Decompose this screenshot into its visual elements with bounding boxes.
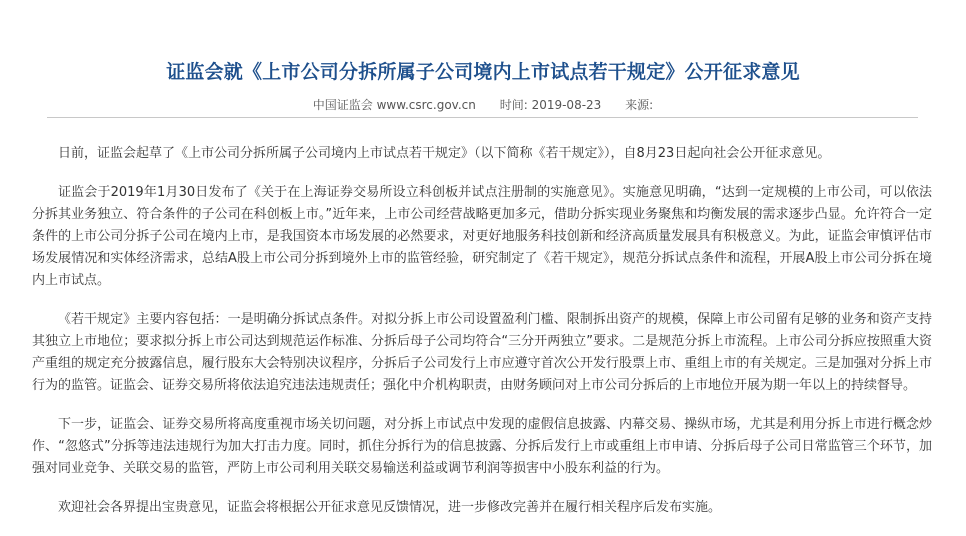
meta-time-label: 时间: [499,98,528,112]
article-paragraph: 下一步，证监会、证券交易所将高度重视市场关切问题，对分拆上市试点中发现的虚假信息披露、内幕交易、操纵市场，尤其是利用分拆上市进行概念炒作、“忽悠式”分拆等违法违规行为加大打击力度。同时，抓住分拆行为的信息披露、分拆后发行上市或重组上市申请、分拆后母子公司日常监管三个环节，加强对同业竞争、关联交易的监管，严防上市公司利用关联交易输送利益或调节利润等损害中小股东利益的行为。 [32,417,932,476]
article-paragraph: 欢迎社会各界提出宝贵意见，证监会将根据公开征求意见反馈情况，进一步修改完善并在履行相关程序后发布实施。 [58,500,722,515]
article-paragraph: 《若干规定》主要内容包括：一是明确分拆试点条件。对拟分拆上市公司设置盈利门槛、限制拆出资产的规模，保障上市公司留有足够的业务和资产支持其独立上市地位；要求拟分拆上市公司达到规范运作标准、分拆后母子公司均符合“三分开两独立”要求。二是规范分拆上市流程。上市公司分拆应按照重大资产重组的规定充分披露信息，履行股东大会特别决议程序，分拆后子公司发行上市应遵守首次公开发行股票上市、重组上市的有关规定。三是加强对分拆上市行为的监管。证监会、证券交易所将依法追究违法违规责任；强化中介机构职责，由财务顾问对上市公司分拆后的上市地位开展为期一年以上的持续督导。 [32,312,932,393]
meta-origin-label: 来源: [625,98,654,112]
article-paragraph: 日前，证监会起草了《上市公司分拆所属子公司境内上市试点若干规定》（以下简称《若干规定》），自8月23日起向社会公开征求意见。 [58,146,831,161]
article-title: 证监会就《上市公司分拆所属子公司境内上市试点若干规定》公开征求意见 [166,60,800,83]
article-body [32,143,932,536]
meta-source: 中国证监会 www.csrc.gov.cn [312,98,476,112]
title-divider [47,117,918,118]
article-meta [0,96,966,113]
meta-time-value: 2019-08-23 [531,98,602,112]
article-paragraph: 证监会于2019年1月30日发布了《关于在上海证券交易所设立科创板并试点注册制的实施意见》。实施意见明确，“达到一定规模的上市公司，可以依法分拆其业务独立、符合条件的子公司在科创板上市。”近年来，上市公司经营战略更加多元，借助分拆实现业务聚焦和均衡发展的需求逐步凸显。允许符合一定条件的上市公司分拆子公司在境内上市，是我国资本市场发展的必然要求，对更好地服务科技创新和经济高质量发展具有积极意义。为此，证监会审慎评估市场发展情况和实体经济需求，总结A股上市公司分拆到境外上市的监管经验，研究制定了《若干规定》，规范分拆试点条件和流程，开展A股上市公司分拆在境内上市试点。 [32,185,932,288]
meta-time [500,98,602,112]
